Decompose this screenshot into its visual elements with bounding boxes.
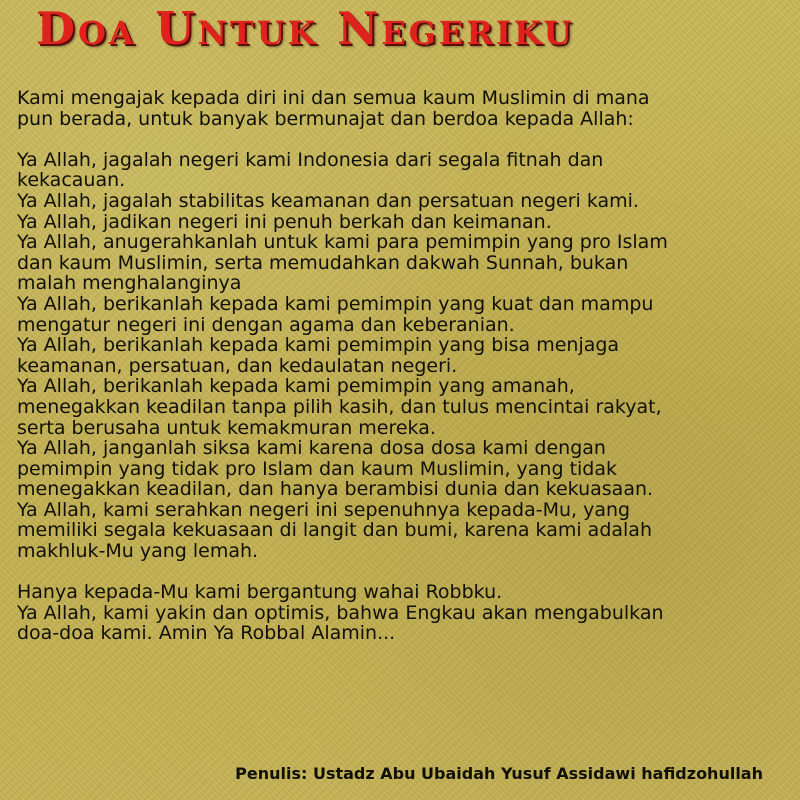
text-line: Hanya kepada-Mu kami bergantung wahai Robbku. [17,581,503,604]
text-line: Ya Allah, berikanlah kepada kami pemimpin yang bisa menjaga [17,334,620,357]
text-line: Ya Allah, jagalah negeri kami Indonesia dari segala fitnah dan [17,148,604,171]
intro-paragraph [17,88,787,129]
text-line: Ya Allah, janganlah siksa kami karena dosa dosa kami dengan [17,437,606,460]
text-line: memiliki segala kekuasaan di langit dan bumi, karena kami adalah [17,519,652,542]
text-line: Ya Allah, berikanlah kepada kami pemimpin yang amanah, [17,375,575,398]
text-line: dan kaum Muslimin, serta memudahkan dakwah Sunnah, bukan [17,251,629,274]
text-line: pun berada, untuk banyak bermunajat dan berdoa kepada Allah: [17,107,634,130]
prayers-paragraph [17,150,787,562]
poster-title: Doa Untuk Negeriku [36,2,575,55]
text-line: keamanan, persatuan, dan kedaulatan negeri. [17,354,458,377]
closing-paragraph [17,582,787,644]
text-line: menegakkan keadilan tanpa pilih kasih, dan tulus mencintai rakyat, [17,395,662,418]
text-line: Ya Allah, jagalah stabilitas keamanan dan persatuan negeri kami. [17,189,639,212]
text-line: makhluk-Mu yang lemah. [17,540,259,563]
text-line: Ya Allah, kami yakin dan optimis, bahwa Engkau akan mengabulkan [17,601,664,624]
text-line: Ya Allah, anugerahkanlah untuk kami para pemimpin yang pro Islam [17,231,668,254]
text-line: menegakkan keadilan, dan hanya berambisi dunia dan kekuasaan. [17,478,654,501]
text-line: Ya Allah, jadikan negeri ini penuh berkah dan keimanan. [17,210,552,233]
author-credit: Penulis: Ustadz Abu Ubaidah Yusuf Assidawi hafidzohullah [235,764,763,783]
prayer-text [17,88,787,665]
text-line: doa-doa kami. Amin Ya Robbal Alamin... [17,622,396,645]
text-line: Ya Allah, kami serahkan negeri ini sepenuhnya kepada-Mu, yang [17,498,631,521]
text-line: mengatur negeri ini dengan agama dan keberanian. [17,313,515,336]
text-line: Kami mengajak kepada diri ini dan semua kaum Muslimin di mana [17,87,650,109]
text-line: Ya Allah, berikanlah kepada kami pemimpin yang kuat dan mampu [17,292,654,315]
text-line: kekacauan. [17,169,126,192]
text-line: serta berusaha untuk kemakmuran mereka. [17,416,436,439]
text-line: pemimpin yang tidak pro Islam dan kaum Muslimin, yang tidak [17,457,618,480]
text-line: malah menghalanginya [17,272,242,295]
